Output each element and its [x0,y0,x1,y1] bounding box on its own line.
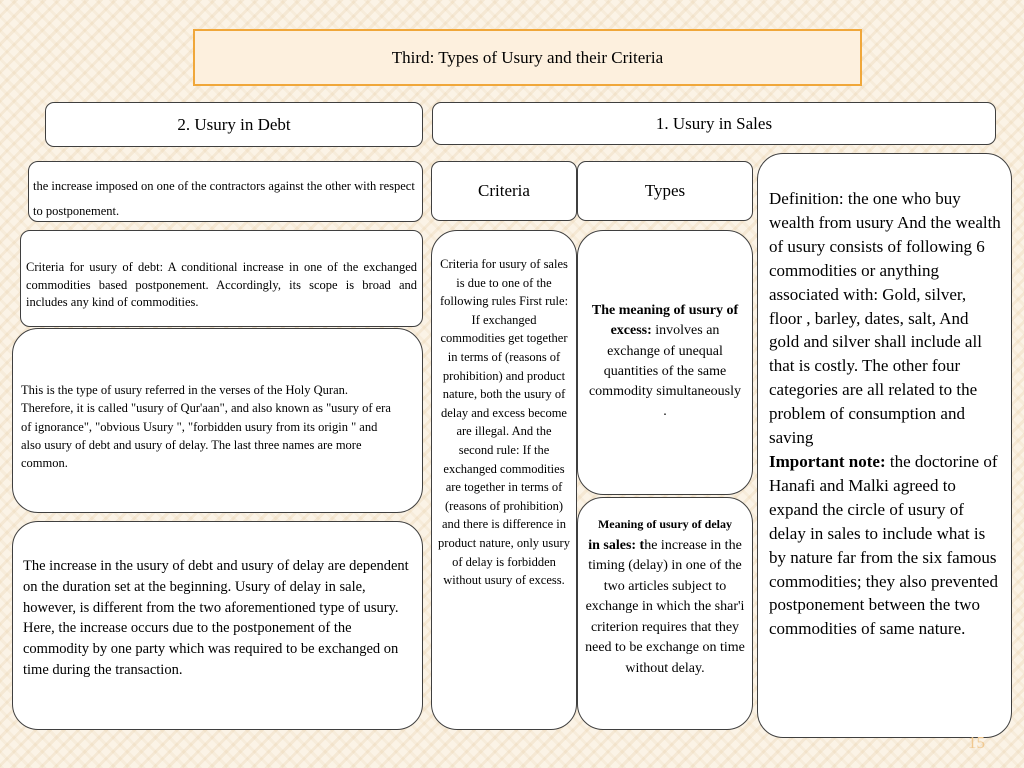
sales-criteria-box [431,230,577,730]
debt-criteria-text: Criteria for usury of debt: A conditional increase in one of the exchanged commodities based postponement. Accordingly, its scope is broad and includes any kind of commodities. [26,260,417,309]
usury-of-excess-text [584,301,746,423]
criteria-header [431,161,577,221]
sales-definition-text: Definition: the one who buy wealth from usury And the wealth of usury consists of following 6 commodities or anything associated with: Gold, silver, floor , barley, dates, salt, And gold and silver shall include all that is costly. The other four categories are all related to the problem of consumption and saving [769,189,1001,448]
debt-delay-note-box [12,521,423,730]
debt-definition-box [28,161,423,222]
usury-in-debt-header-label: 2. Usury in Debt [177,114,291,134]
types-header-label: Types [644,181,686,200]
usury-of-delay-term-2: in sales: t [588,537,645,553]
usury-of-excess-description: involves an exchange of unequal quantities of the same commodity simultaneously [588,323,742,400]
usury-of-excess-box [577,230,753,495]
important-note-label: Important note: [769,451,886,471]
usury-in-debt-header [45,102,423,147]
usury-of-excess-tail: . [663,404,667,420]
debt-definition-text: the increase imposed on one of the contractors against the other with respect to postponement. [33,179,415,218]
usury-in-sales-header [432,102,996,145]
sales-definition-box [757,153,1012,738]
usury-in-sales-header-label: 1. Usury in Sales [655,113,773,133]
debt-criteria-box [20,230,423,327]
sales-criteria-text: Criteria for usury of sales is due to one of the following rules First rule: If exchanged commodities get together in terms of (reasons of prohibition) and product nature, both the usury of delay and excess become are illegal. And the second rule: If the exchanged commodities are together in terms of (reasons of prohibition) and there is difference in product nature, only usury of delay is forbidden without usury of excess. [438,257,570,588]
slide-number: 15 [968,733,985,752]
slide-title: Third: Types of Usury and their Criteria [391,47,664,67]
types-header [577,161,753,221]
important-note-text: the doctorine of Hanafi and Malki agreed to expand the circle of usury of delay in sales to include what is by nature far from the six famous commodities; they also prevented postponement between the two commodities of same nature. [769,451,998,639]
usury-of-delay-text [584,514,746,679]
usury-of-excess-term: The meaning of usury of excess: [591,303,739,339]
usury-of-delay-description: he increase in the timing (delay) in one of the two articles subject to exchange in which the shar'i criterion requires that they need to be exchange on time without delay. [585,537,745,676]
debt-delay-note-text: The increase in the usury of debt and usury of delay are dependent on the duration set at the beginning. Usury of delay in sale, however, is different from the two aforementioned type of usury. Here, the increase occurs due to the postponement of the commodity by one party which was required to be exchanged on time during the transaction. [23,558,409,678]
usury-of-delay-box [577,497,753,730]
slide-title-box [193,29,862,86]
debt-names-box [12,328,423,513]
criteria-header-label: Criteria [478,181,530,200]
important-note [769,450,1001,641]
debt-names-text: This is the type of usury referred in the verses of the Holy Quran. Therefore, it is called "usury of Qur'aan", and also known as "usury of era of ignorance", "obvious Usury ", "forbidden usury from its origin " and also usury of debt and usury of delay. The last three names are more common. [21,383,391,471]
usury-of-delay-term-1: Meaning of usury of delay [597,517,732,531]
